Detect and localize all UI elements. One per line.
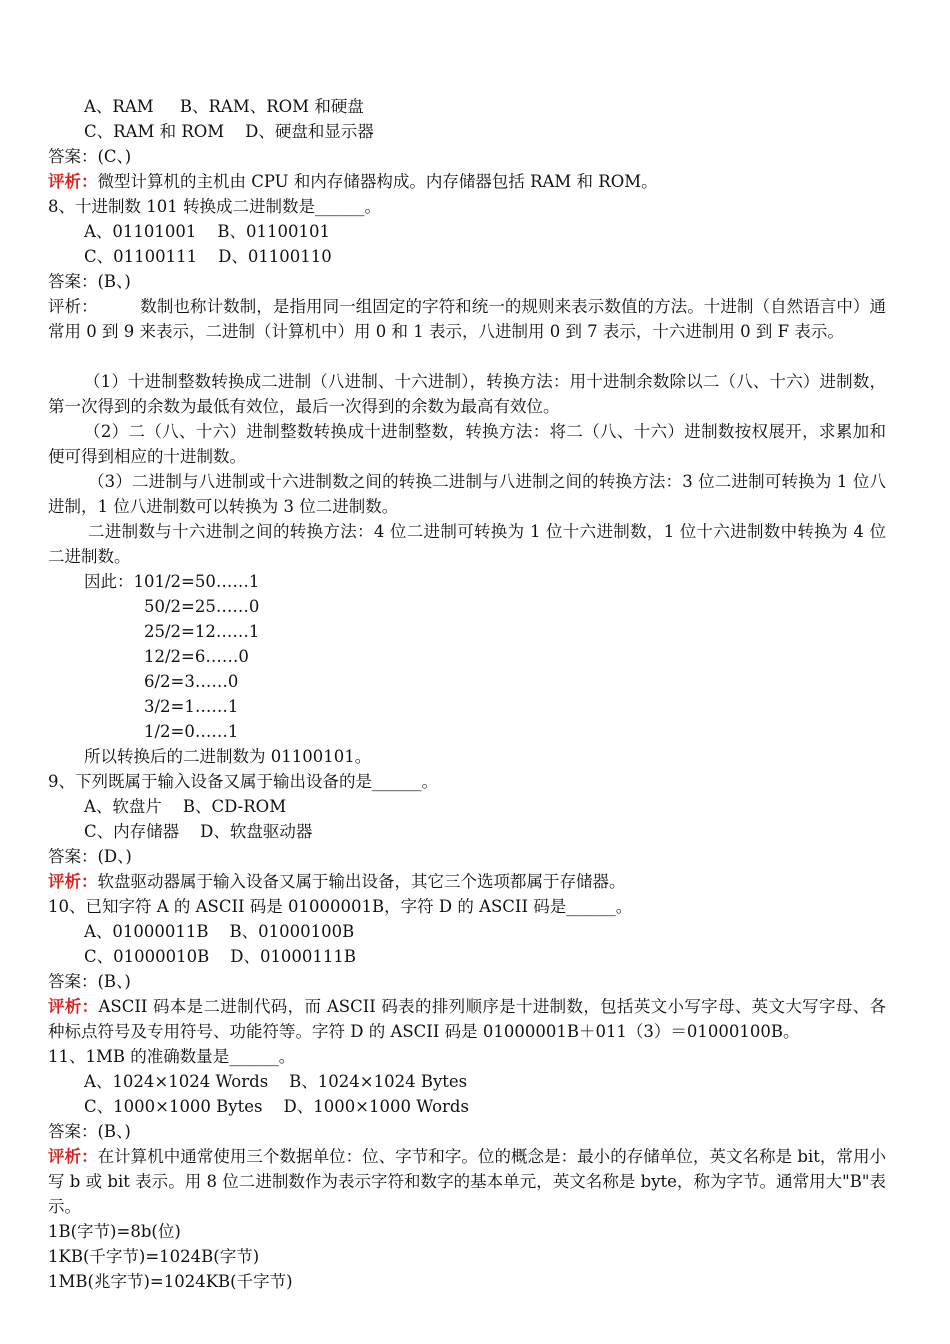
analysis-text: 软盘驱动器属于输入设备又属于输出设备，其它三个选项都属于存储器。 <box>97 872 626 891</box>
calc-step: 6/2=3……0 <box>144 672 239 691</box>
q7-answer: 答案：(C、) <box>48 147 132 166</box>
calc-step: 3/2=1……1 <box>144 697 239 716</box>
q11-options-ab: A、1024×1024 Words B、1024×1024 Bytes <box>84 1072 468 1091</box>
q8-options-ab: A、01101001 B、01100101 <box>84 222 330 241</box>
analysis-label: 评析： <box>48 872 98 891</box>
q11-analysis <box>48 1144 886 1219</box>
calc-step: 25/2=12……1 <box>144 622 260 641</box>
q9-options-cd: C、内存储器 D、软盘驱动器 <box>84 822 313 841</box>
unit-conversion: 1MB(兆字节)=1024KB(千字节) <box>48 1272 293 1291</box>
q8-analysis-p3: （3）二进制与八进制或十六进制数之间的转换二进制与八进制之间的转换方法：3 位二进制可转换为 1 位八进制，1 位八进制数可以转换为 3 位二进制数。 <box>48 472 886 516</box>
analysis-text: ASCII 码本是二进制代码，而 ASCII 码表的排列顺序是十进制数，包括英文小写字母、英文大写字母、各种标点符号及专用符号、功能符等。字符 D 的 ASCII 码是 01000001B＋011（3）＝01000100B。 <box>48 997 886 1041</box>
q7-analysis <box>48 169 658 194</box>
q7-options-ab: A、RAM B、RAM、ROM 和硬盘 <box>84 97 364 116</box>
calc-step: 50/2=25……0 <box>144 597 260 616</box>
q11-answer: 答案：(B、) <box>48 1122 131 1141</box>
q9-options-ab: A、软盘片 B、CD-ROM <box>84 797 287 816</box>
q8-conclusion: 所以转换后的二进制数为 01100101。 <box>84 747 372 766</box>
unit-conversion: 1B(字节)=8b(位) <box>48 1222 181 1241</box>
q10-options-cd: C、01000010B D、01000111B <box>84 947 357 966</box>
q11-question: 11、1MB 的准确数量是______。 <box>48 1047 296 1066</box>
q8-analysis-p1: （1）十进制整数转换成二进制（八进制、十六进制），转换方法：用十进制余数除以二（八、十六）进制数，第一次得到的余数为最低有效位，最后一次得到的余数为最高有效位。 <box>48 372 886 416</box>
q8-question: 8、十进制数 101 转换成二进制数是______。 <box>48 197 381 216</box>
analysis-text: 在计算机中通常使用三个数据单位：位、字节和字。位的概念是：最小的存储单位，英文名称是 bit，常用小写 b 或 bit 表示。用 8 位二进制数作为表示字符和数字的基本单元，英文名称是 byte，称为字节。通常用大"B"表示。 <box>48 1147 886 1216</box>
q10-answer: 答案：(B、) <box>48 972 131 991</box>
q9-question: 9、下列既属于输入设备又属于输出设备的是______。 <box>48 772 438 791</box>
q10-analysis <box>48 994 886 1044</box>
q11-options-cd: C、1000×1000 Bytes D、1000×1000 Words <box>84 1097 469 1116</box>
q9-answer: 答案：(D、) <box>48 847 132 866</box>
analysis-text: 微型计算机的主机由 CPU 和内存储器构成。内存储器包括 RAM 和 ROM。 <box>97 172 658 191</box>
q8-options-cd: C、01100111 D、01100110 <box>84 247 332 266</box>
q8-calc-lead <box>84 569 259 594</box>
calc-lead-text: 因此： <box>84 572 134 591</box>
q8-analysis-p4: 二进制数与十六进制之间的转换方法：4 位二进制可转换为 1 位十六进制数，1 位十六进制数中转换为 4 位二进制数。 <box>48 522 886 566</box>
calc-step: 1/2=0……1 <box>144 722 239 741</box>
analysis-label: 评析： <box>48 172 98 191</box>
analysis-text: 数制也称计数制，是指用同一组固定的字符和统一的规则来表示数值的方法。十进制（自然语言中）通常用 0 到 9 来表示，二进制（计算机中）用 0 和 1 表示，八进制用 0 到 7 表示，十六进制用 0 到 F 表示。 <box>48 297 887 341</box>
q9-analysis <box>48 869 626 894</box>
q8-answer: 答案：(B、) <box>48 272 131 291</box>
analysis-label: 评析： <box>48 997 99 1016</box>
calc-step: 101/2=50……1 <box>133 572 260 591</box>
q10-options-ab: A、01000011B B、01000100B <box>84 922 355 941</box>
q7-options-cd: C、RAM 和 ROM D、硬盘和显示器 <box>84 122 374 141</box>
calc-step: 12/2=6……0 <box>144 647 249 666</box>
analysis-label: 评析： <box>48 1147 98 1166</box>
q8-analysis-p2: （2）二（八、十六）进制整数转换成十进制整数，转换方法：将二（八、十六）进制数按权展开，求累加和便可得到相应的十进制数。 <box>48 422 886 466</box>
q10-question: 10、已知字符 A 的 ASCII 码是 01000001B，字符 D 的 ASCII 码是______。 <box>48 897 633 916</box>
unit-conversion: 1KB(千字节)=1024B(字节) <box>48 1247 260 1266</box>
analysis-label: 评析： <box>48 297 98 316</box>
q8-analysis-intro <box>48 294 886 344</box>
